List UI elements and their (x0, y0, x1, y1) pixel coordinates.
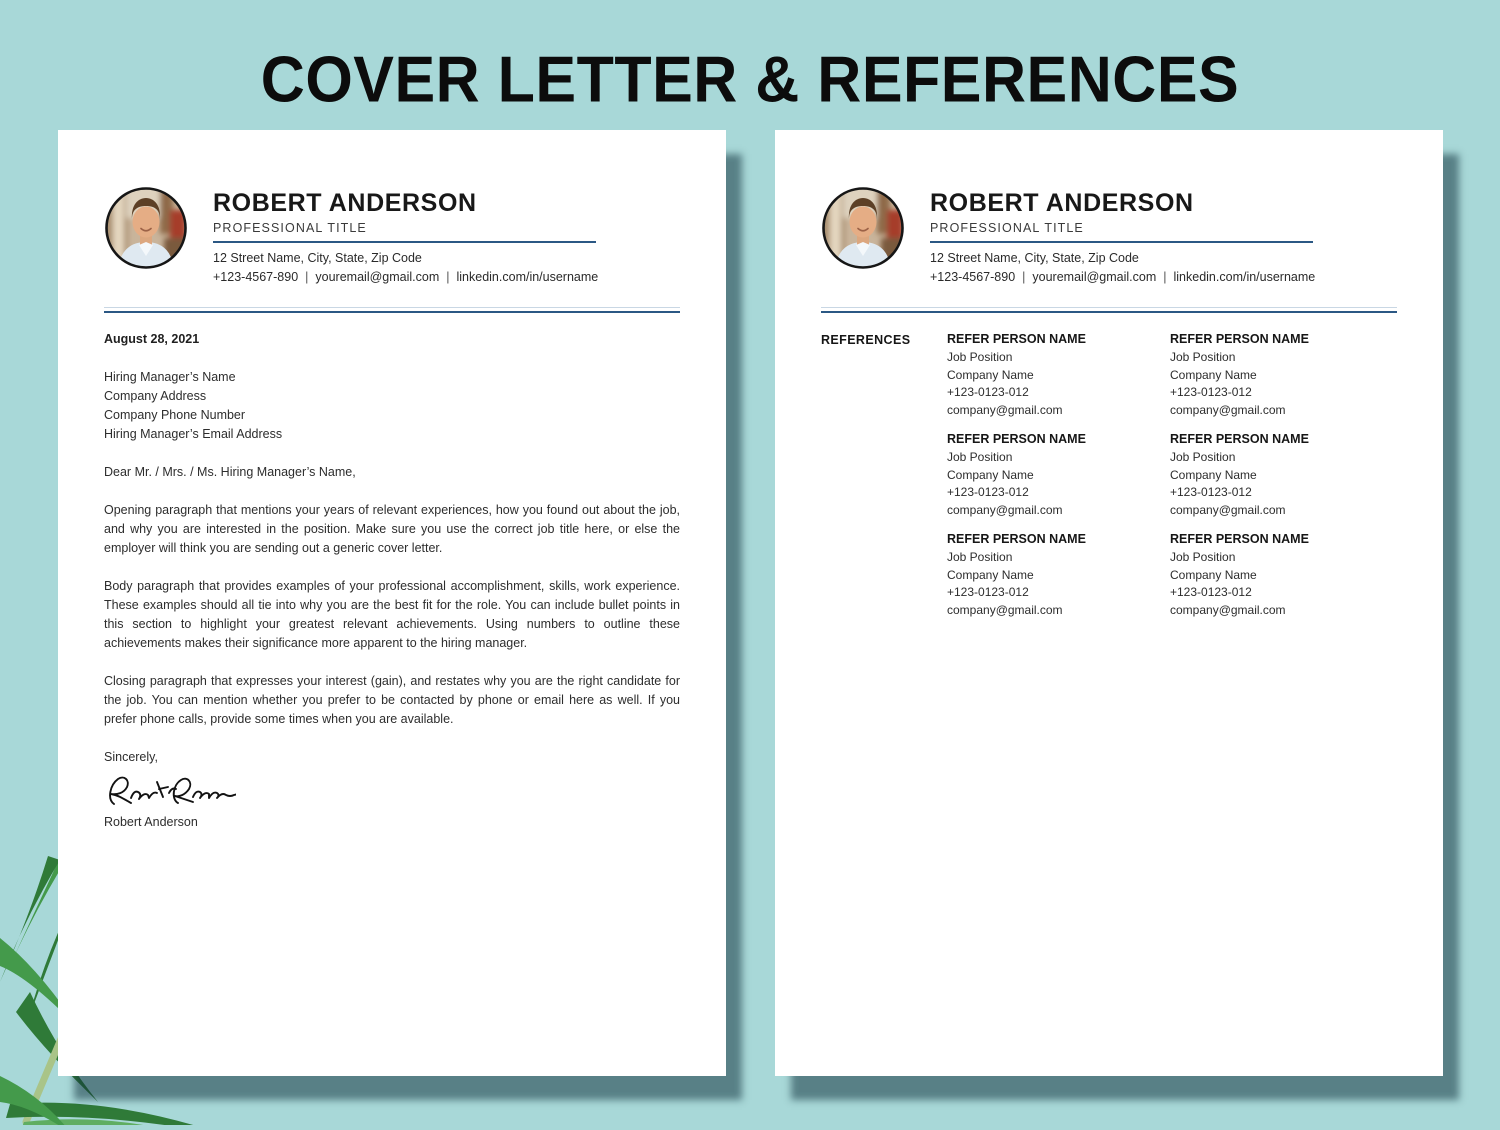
recipient-line: Hiring Manager’s Name (104, 370, 236, 384)
recipient-line: Company Phone Number (104, 408, 246, 422)
header-text-block (213, 186, 680, 284)
letter-date: August 28, 2021 (104, 332, 200, 346)
profile-photo (821, 186, 905, 270)
references-label: REFERENCES (821, 333, 911, 347)
contact-line (213, 270, 680, 284)
reference-phone: +123-0123-012 (947, 485, 1029, 499)
professional-title: PROFESSIONAL TITLE (930, 221, 1084, 235)
sign-off: Sincerely, (104, 750, 158, 764)
reference-email: company@gmail.com (947, 602, 1063, 617)
reference-entry (947, 532, 1170, 619)
reference-name: REFER PERSON NAME (947, 432, 1086, 446)
email-address: youremail@gmail.com (1032, 270, 1157, 284)
reference-email: company@gmail.com (947, 502, 1063, 517)
reference-email: company@gmail.com (947, 402, 1063, 417)
linkedin-url: linkedin.com/in/username (1173, 270, 1316, 284)
reference-entry (1170, 332, 1393, 419)
phone-number: +123-4567-890 (930, 270, 1016, 284)
profile-photo-image (104, 186, 188, 270)
reference-name: REFER PERSON NAME (1170, 432, 1309, 446)
reference-company: Company Name (1170, 567, 1257, 582)
recipient-line: Hiring Manager’s Email Address (104, 427, 283, 441)
reference-position: Job Position (1170, 350, 1236, 364)
reference-email: company@gmail.com (1170, 602, 1286, 617)
reference-position: Job Position (1170, 550, 1236, 564)
reference-entry (947, 432, 1170, 519)
title-underline (213, 241, 596, 243)
closing-paragraph: Closing paragraph that expresses your interest (gain), and restates why you are the right candidate for the job. You can mention whether you prefer to be contacted by phone or email here as well. If you prefer phone calls, provide some times when you are available. (104, 674, 680, 726)
references-page (775, 130, 1443, 1076)
references-header (775, 130, 1443, 284)
recipient-line: Company Address (104, 389, 207, 403)
typed-signature-name: Robert Anderson (104, 815, 198, 829)
reference-name: REFER PERSON NAME (1170, 532, 1309, 546)
separator: | (1163, 270, 1167, 284)
body-paragraph: Body paragraph that provides examples of your professional accomplishment, skills, work experience. These examples should all tie into why you are the best fit for the role. You can include bullet points in this section to highlight your greatest relevant achievements. Using numbers to outline these achievements makes their significance more apparent to the hiring manager. (104, 579, 680, 650)
reference-company: Company Name (947, 467, 1034, 482)
profile-photo (104, 186, 188, 270)
reference-company: Company Name (1170, 467, 1257, 482)
opening-paragraph: Opening paragraph that mentions your years of relevant experiences, how you found out about the job, and why you are interested in the position. Make sure you use the correct job title here, or else the employer will think you are sending out a generic cover letter. (104, 503, 680, 555)
cover-letter-header (58, 130, 726, 284)
reference-name: REFER PERSON NAME (1170, 332, 1309, 346)
reference-position: Job Position (947, 350, 1013, 364)
header-text-block (930, 186, 1397, 284)
reference-email: company@gmail.com (1170, 502, 1286, 517)
reference-phone: +123-0123-012 (1170, 485, 1252, 499)
salutation: Dear Mr. / Mrs. / Ms. Hiring Manager’s Name, (104, 465, 356, 479)
address-line: 12 Street Name, City, State, Zip Code (930, 251, 1139, 265)
reference-position: Job Position (947, 450, 1013, 464)
reference-name: REFER PERSON NAME (947, 332, 1086, 346)
separator: | (305, 270, 309, 284)
references-grid (947, 332, 1393, 619)
reference-entry (1170, 432, 1393, 519)
reference-email: company@gmail.com (1170, 402, 1286, 417)
cover-letter-page (58, 130, 726, 1076)
separator: | (1022, 270, 1026, 284)
profile-photo-image (821, 186, 905, 270)
contact-line (930, 270, 1397, 284)
reference-entry (1170, 532, 1393, 619)
handwritten-signature (104, 770, 236, 812)
reference-phone: +123-0123-012 (1170, 585, 1252, 599)
reference-phone: +123-0123-012 (1170, 385, 1252, 399)
cover-letter-body (58, 330, 726, 832)
recipient-block (104, 368, 680, 444)
reference-phone: +123-0123-012 (947, 585, 1029, 599)
reference-entry (947, 332, 1170, 419)
reference-company: Company Name (947, 567, 1034, 582)
reference-position: Job Position (947, 550, 1013, 564)
linkedin-url: linkedin.com/in/username (456, 270, 599, 284)
email-address: youremail@gmail.com (315, 270, 440, 284)
reference-name: REFER PERSON NAME (947, 532, 1086, 546)
person-name: ROBERT ANDERSON (930, 189, 1194, 217)
page-title: COVER LETTER & REFERENCES (260, 42, 1240, 116)
reference-company: Company Name (947, 367, 1034, 382)
reference-company: Company Name (1170, 367, 1257, 382)
professional-title: PROFESSIONAL TITLE (213, 221, 367, 235)
reference-phone: +123-0123-012 (947, 385, 1029, 399)
header-divider (104, 307, 680, 313)
reference-position: Job Position (1170, 450, 1236, 464)
references-section (775, 313, 1443, 619)
separator: | (446, 270, 450, 284)
title-underline (930, 241, 1313, 243)
address-line: 12 Street Name, City, State, Zip Code (213, 251, 422, 265)
phone-number: +123-4567-890 (213, 270, 299, 284)
person-name: ROBERT ANDERSON (213, 189, 477, 217)
